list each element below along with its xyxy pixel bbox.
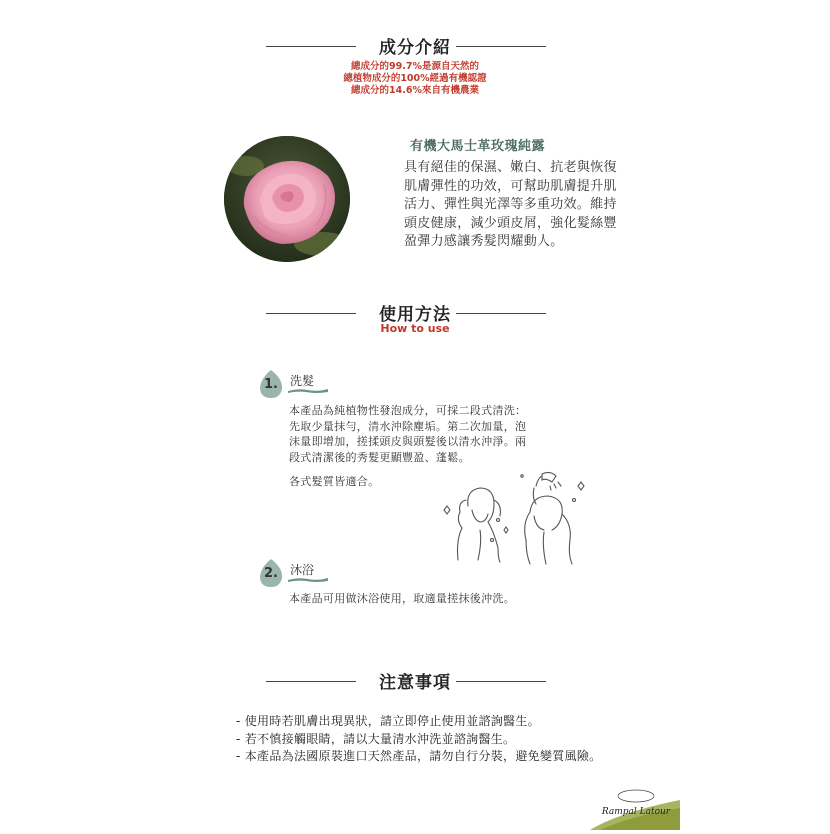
svg-text:Rampal Latour: Rampal Latour	[601, 807, 671, 817]
cautions-heading: 注意事項	[379, 673, 451, 693]
claim-line: 總植物成分的100%經過有機認證	[343, 73, 487, 84]
step-note: 各式髮質皆適合。	[289, 475, 380, 488]
cautions-list	[236, 713, 601, 766]
rose-image	[224, 136, 350, 262]
step-number: 1.	[264, 376, 278, 392]
claim-line: 總成分的99.7%是源自天然的	[351, 61, 479, 72]
step-title: 洗髮	[290, 374, 315, 388]
brush-stroke-icon	[288, 386, 328, 394]
usage-subheading: How to use	[380, 322, 450, 335]
step-description	[289, 591, 515, 607]
brand-logo	[590, 782, 680, 830]
usage-heading: 使用方法	[379, 305, 451, 325]
claim-line: 總成分的14.6%來自有機農業	[351, 85, 479, 96]
description-line: 活力、彈性與光澤等多重功效。維持	[404, 197, 617, 212]
cautions-heading-row	[0, 668, 830, 692]
description-line: 具有絕佳的保濕、嫩白、抗老與恢復	[404, 160, 617, 175]
step-line: 本產品為純植物性發泡成分，可採二段式清洗：	[289, 404, 527, 417]
step-line: 本產品可用做沐浴使用，取適量搓抹後沖洗。	[289, 592, 515, 605]
step-line: 先取少量抹勻，清水沖除塵垢。第二次加量，泡	[289, 419, 527, 433]
caution-item: - 本產品為法國原裝進口天然產品，請勿自行分裝，避免變質風險。	[236, 749, 602, 763]
ingredients-heading: 成分介紹	[379, 38, 451, 58]
description-line: 肌膚彈性的功效，可幫助肌膚提升肌	[404, 178, 617, 194]
heading-rule-right	[456, 313, 546, 314]
step-line: 沫量即增加，搓揉頭皮與頭髮後以清水沖淨。兩	[289, 435, 527, 448]
description-line: 頭皮健康，減少頭皮屑，強化髮絲豐	[404, 215, 617, 231]
step-description	[289, 403, 526, 465]
brush-stroke-icon	[288, 575, 328, 583]
ingredient-name: 有機大馬士革玫瑰純露	[410, 139, 546, 154]
caution-item: - 若不慎接觸眼睛，請以大量清水沖洗並諮詢醫生。	[236, 731, 516, 746]
heading-rule-right	[456, 681, 546, 682]
step-number-badge	[257, 558, 285, 586]
step-number: 2.	[264, 565, 278, 581]
ingredients-heading-row	[0, 33, 830, 57]
step-title: 沐浴	[290, 563, 315, 577]
heading-rule-right	[456, 46, 546, 47]
usage-heading-row	[0, 300, 830, 324]
hair-washing-illustration	[438, 470, 608, 566]
step-line: 段式清潔後的秀髮更顯豐盈、蓬鬆。	[289, 450, 470, 464]
step-number-badge	[257, 369, 285, 397]
caution-item: - 使用時若肌膚出現異狀，請立即停止使用並諮詢醫生。	[236, 714, 540, 728]
ingredient-description	[404, 159, 636, 252]
description-line: 盈彈力感讓秀髮閃耀動人。	[404, 234, 564, 249]
brand-logo-mark	[590, 782, 680, 830]
ingredient-claims	[0, 61, 830, 97]
